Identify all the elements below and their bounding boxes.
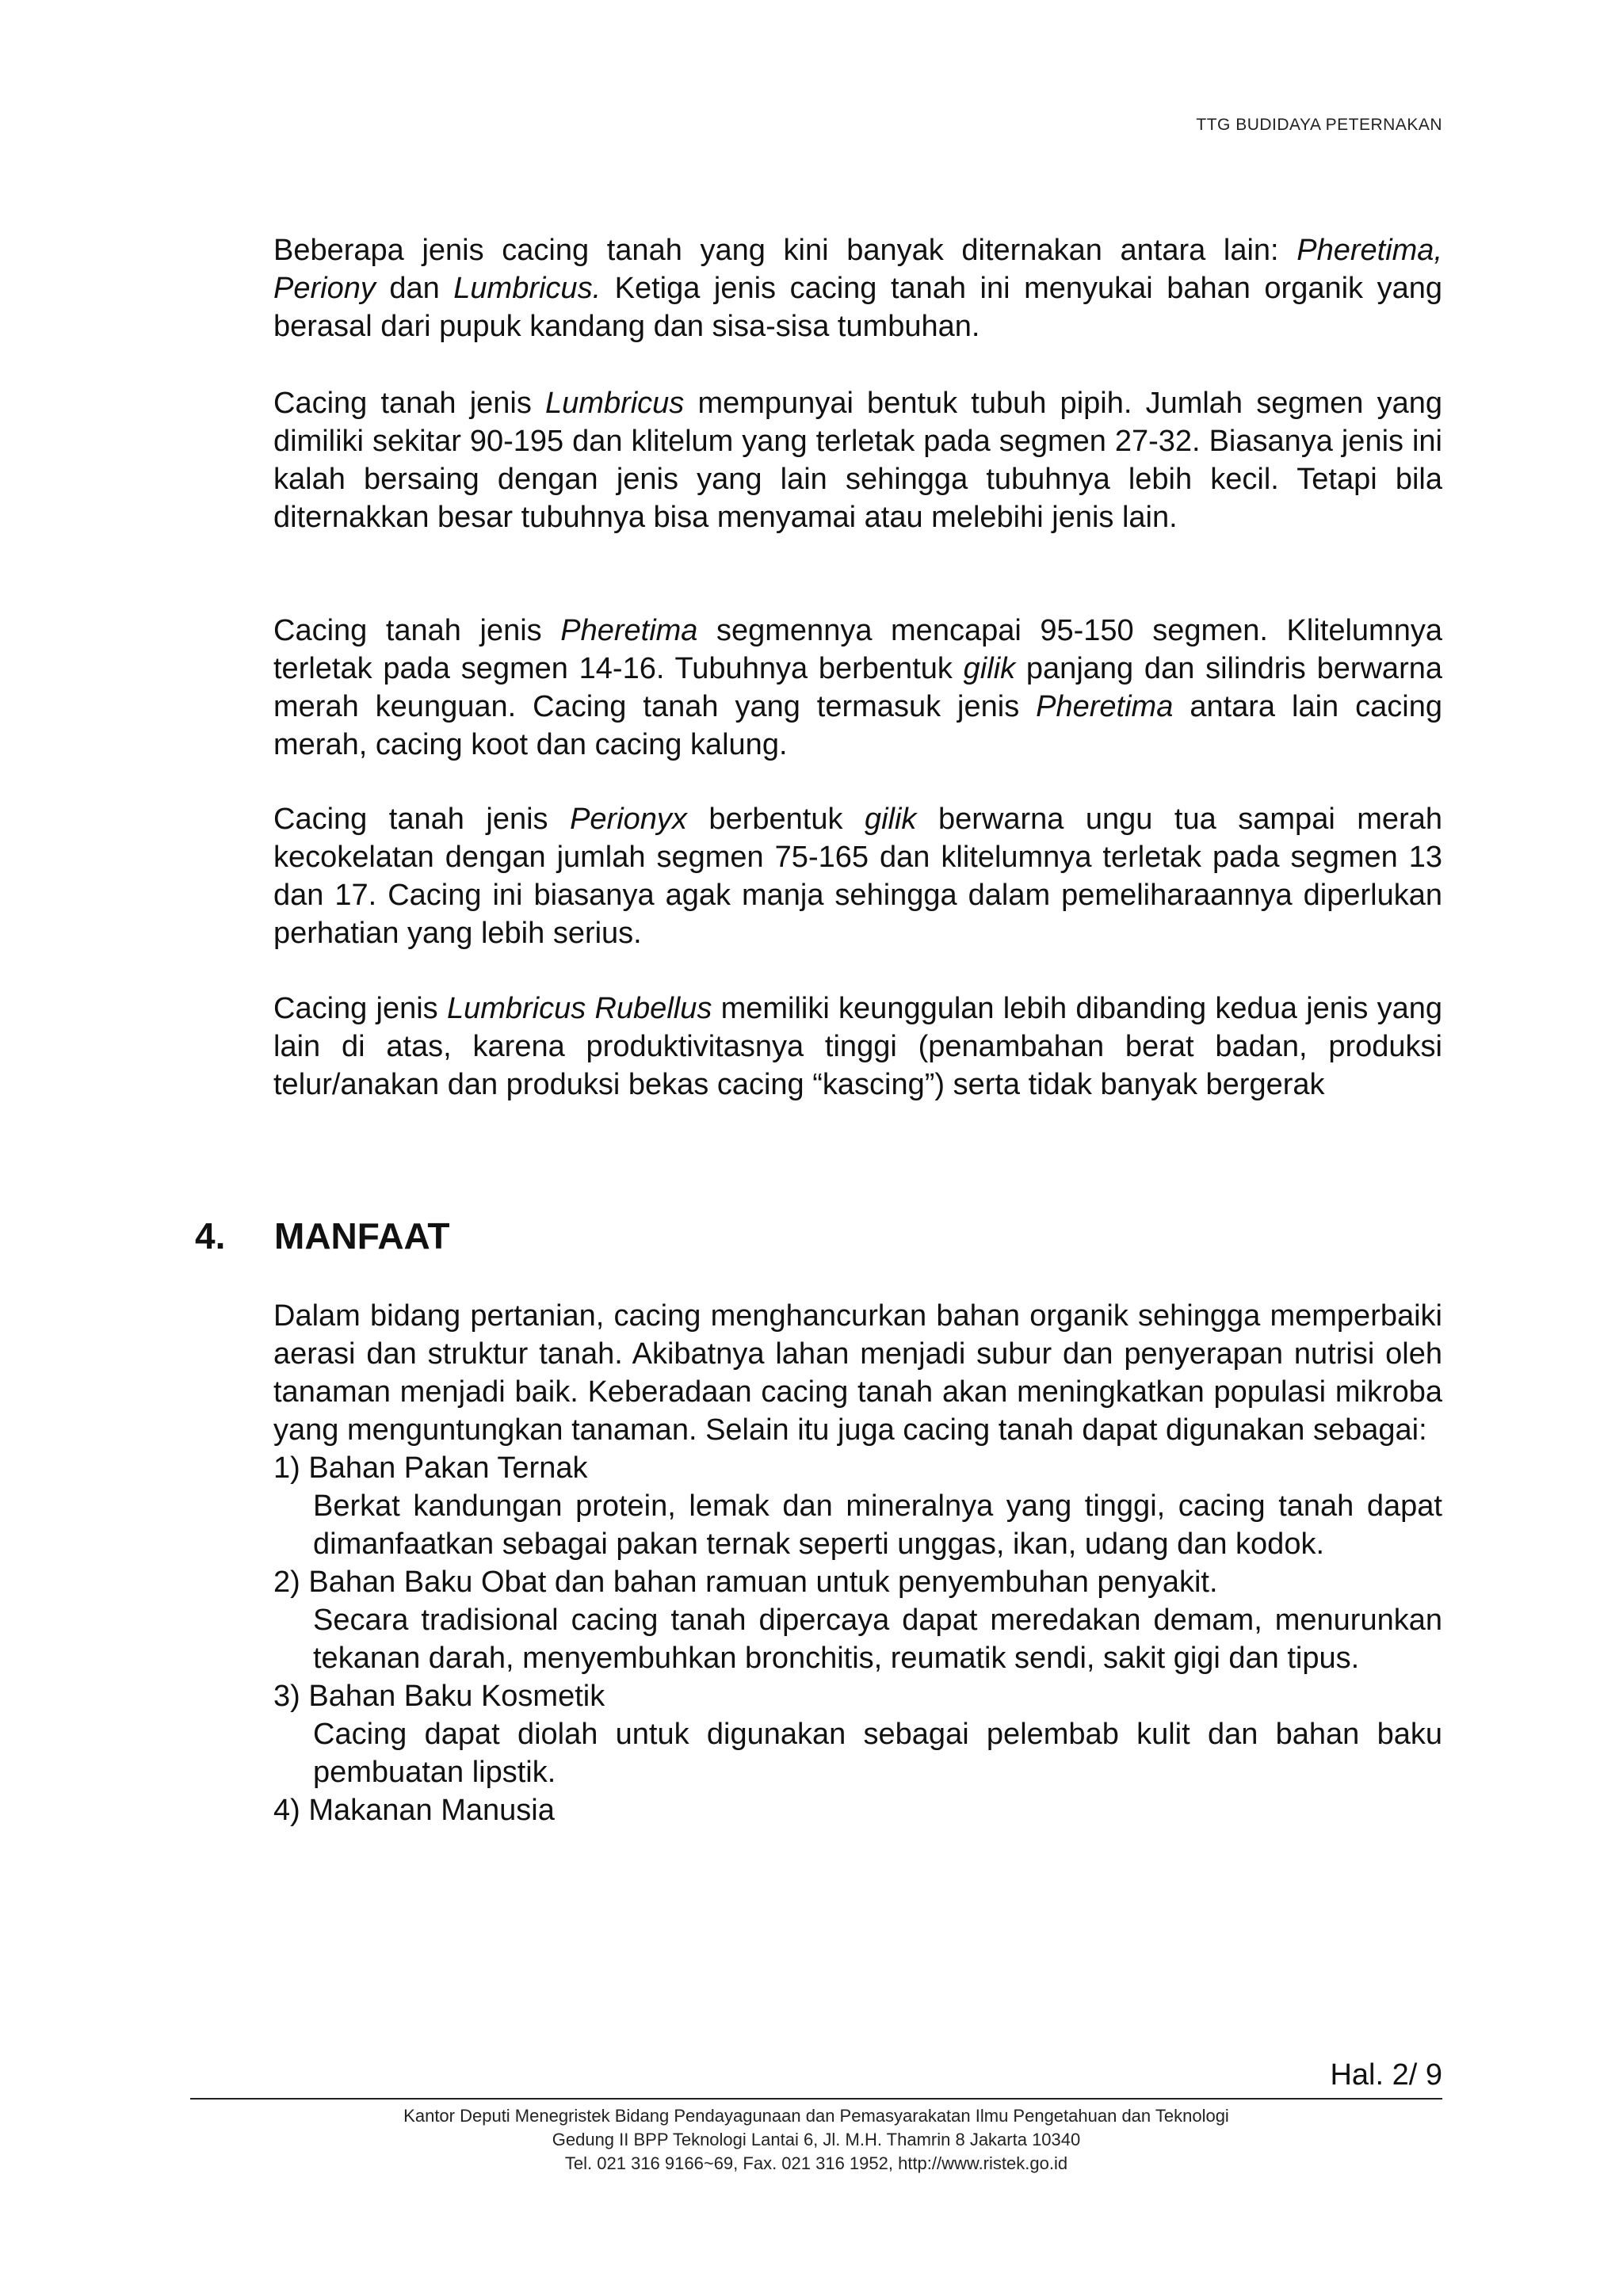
italic-species-name: Pheretima [1036, 690, 1174, 723]
paragraph-species-overview [273, 231, 1442, 345]
section-number: 4. [195, 1215, 226, 1257]
italic-species-name: Lumbricus [545, 387, 685, 420]
text-run: segmennya mencapai 95-150 segmen. Klitelumnya terletak pada segmen 14-16. Tubuhnya berbentuk [273, 614, 1442, 685]
list-item-description: Cacing dapat diolah untuk digunakan sebagai pelembab kulit dan bahan baku pembuatan lipstik. [313, 1718, 1442, 1789]
section-body [273, 1297, 1442, 1829]
footer-divider [190, 2098, 1442, 2100]
italic-species-name: Pheretima [560, 614, 698, 647]
text-run: Ketiga jenis cacing tanah ini menyukai bahan organik yang berasal dari pupuk kandang dan sisa-sisa tumbuhan. [273, 272, 1442, 343]
paragraph-pheretima [273, 612, 1442, 764]
italic-species-name: Lumbricus Rubellus [446, 992, 712, 1025]
paragraph-lumbricus [273, 384, 1442, 536]
text-run: dan [375, 272, 454, 305]
text-run: memiliki keunggulan lebih dibanding kedua jenis yang lain di atas, karena produktivitasnya tinggi (penambahan berat badan, produksi telur/anakan dan produksi bekas cacing “kascing”) serta tidak banyak bergerak [273, 992, 1442, 1101]
list-item-title: 2) Bahan Baku Obat dan bahan ramuan untuk penyembuhan penyakit. [273, 1566, 1218, 1599]
section-heading [195, 1215, 449, 1257]
list-item-title: 4) Makanan Manusia [273, 1794, 555, 1827]
text-run: Cacing tanah jenis [273, 387, 546, 420]
page-number: Hal. 2/ 9 [1330, 2058, 1442, 2092]
text-run: antara lain cacing merah, cacing koot dan cacing kalung. [273, 690, 1442, 761]
text-run: Cacing tanah jenis [273, 803, 571, 836]
footer-line: Gedung II BPP Teknologi Lantai 6, Jl. M.H. Thamrin 8 Jakarta 10340 [552, 2130, 1081, 2149]
text-run: berwarna ungu tua sampai merah kecokelatan dengan jumlah segmen 75-165 dan klitelumnya terletak pada segmen 13 dan 17. Cacing ini biasanya agak manja sehingga dalam pemeliharaannya diperlukan perhatian yang lebih serius. [273, 803, 1442, 950]
list-item-description: Secara tradisional cacing tanah dipercaya dapat meredakan demam, menurunkan tekanan darah, menyembuhkan bronchitis, reumatik sendi, sakit gigi dan tipus. [313, 1604, 1442, 1675]
text-run: panjang dan silindris berwarna merah keunguan. Cacing tanah yang termasuk jenis [273, 652, 1442, 723]
italic-species-name: Lumbricus. [453, 272, 601, 305]
footer-line: Tel. 021 316 9166~69, Fax. 021 316 1952, http://www.ristek.go.id [564, 2153, 1068, 2173]
italic-species-name: Pheretima, Periony [273, 234, 1442, 305]
italic-term: gilik [963, 652, 1016, 685]
list-item-title: 3) Bahan Baku Kosmetik [273, 1680, 605, 1713]
document-header: TTG BUDIDAYA PETERNAKAN [1196, 116, 1442, 134]
italic-species-name: Perionyx [570, 803, 687, 836]
list-item-description: Berkat kandungan protein, lemak dan mineralnya yang tinggi, cacing tanah dapat dimanfaatkan sebagai pakan ternak seperti unggas, ikan, udang dan kodok. [313, 1489, 1442, 1561]
section-intro: Dalam bidang pertanian, cacing menghancurkan bahan organik sehingga memperbaiki aerasi dan struktur tanah. Akibatnya lahan menjadi subur dan penyerapan nutrisi oleh tanaman menjadi baik. Keberadaan cacing tanah akan meningkatkan populasi mikroba yang menguntungkan tanaman. Selain itu juga cacing tanah dapat digunakan sebagai: [273, 1299, 1442, 1447]
section-title: MANFAAT [274, 1215, 450, 1257]
text-run: berbentuk [686, 803, 865, 836]
list-item [273, 1677, 1442, 1791]
list-item-title: 1) Bahan Pakan Ternak [273, 1451, 588, 1485]
footer-line: Kantor Deputi Menegristek Bidang Pendayagunaan dan Pemasyarakatan Ilmu Pengetahuan dan Teknologi [403, 2106, 1229, 2126]
text-run: Cacing tanah jenis [273, 614, 561, 647]
paragraph-perionyx [273, 800, 1442, 952]
list-item [273, 1563, 1442, 1677]
italic-term: gilik [864, 803, 917, 836]
text-run: mempunyai bentuk tubuh pipih. Jumlah segmen yang dimiliki sekitar 90-195 dan klitelum yang terletak pada segmen 27-32. Biasanya jenis ini kalah bersaing dengan jenis yang lain sehingga tubuhnya lebih kecil. Tetapi bila diternakkan besar tubuhnya bisa menyamai atau melebihi jenis lain. [273, 387, 1442, 534]
text-run: Beberapa jenis cacing tanah yang kini banyak diternakan antara lain: [273, 234, 1297, 267]
text-run: Cacing jenis [273, 992, 447, 1025]
paragraph-lumbricus-rubellus [273, 990, 1442, 1104]
list-item [273, 1449, 1442, 1563]
footer [190, 2104, 1442, 2176]
list-item [273, 1791, 1442, 1829]
